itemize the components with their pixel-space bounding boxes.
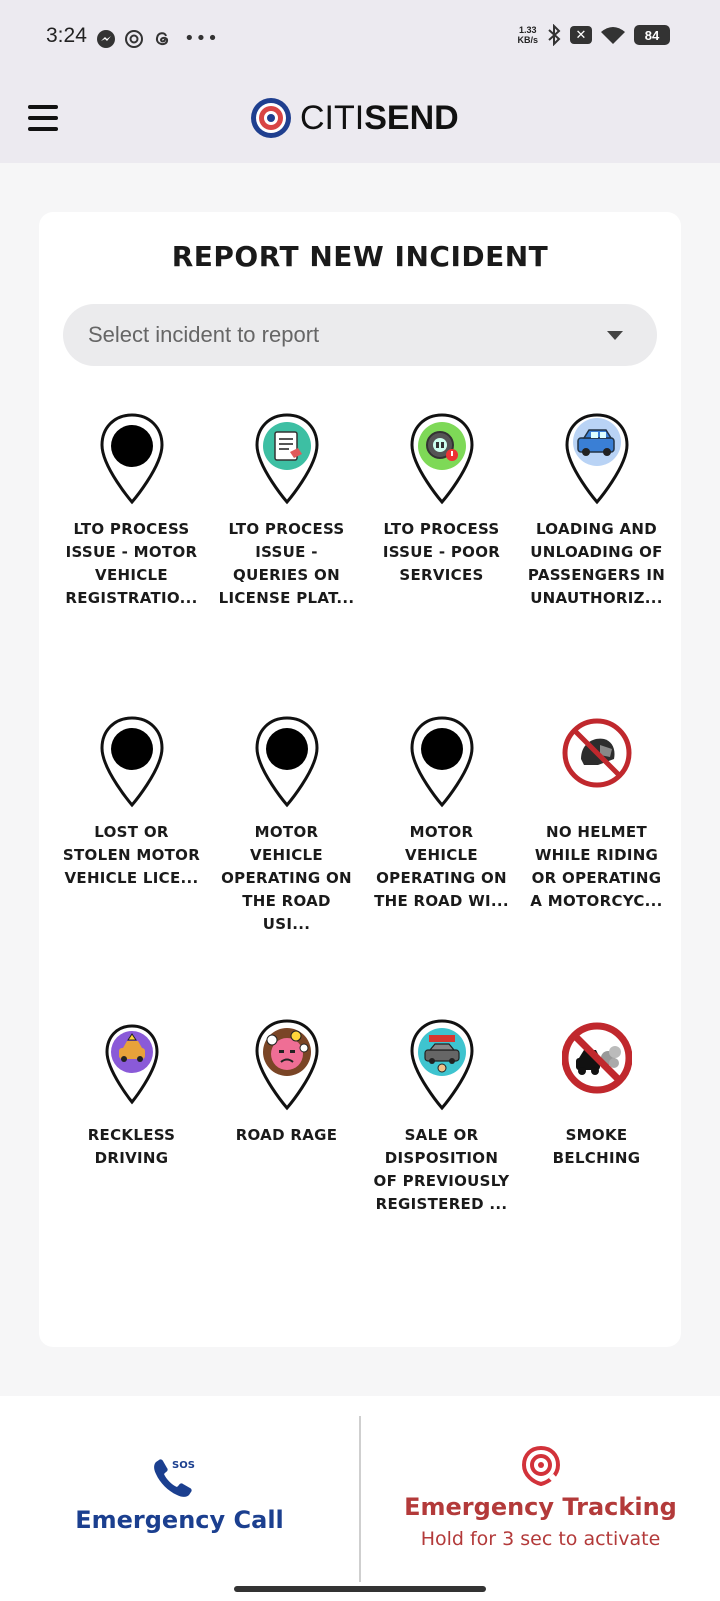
sos-badge: SOS <box>172 1460 195 1471</box>
incident-select[interactable] <box>63 304 657 366</box>
incident-item[interactable] <box>519 412 674 715</box>
incident-label: RECKLESS DRIVING <box>87 1126 176 1167</box>
blank-pin-icon <box>97 715 167 811</box>
blank-pin-icon <box>407 715 477 811</box>
more-dots-icon: ••• <box>184 28 219 49</box>
incident-label: LOADING AND UNLOADING OF PASSENGERS IN UNAUTHORIZ... <box>527 520 666 607</box>
status-time: 3:24 <box>46 24 87 47</box>
incident-label: LTO PROCESS ISSUE - QUERIES ON LICENSE PLAT... <box>218 520 355 607</box>
incident-item[interactable] <box>54 715 209 1018</box>
status-bar <box>0 0 720 75</box>
incident-item[interactable] <box>519 715 674 1018</box>
incident-item[interactable] <box>519 1018 674 1321</box>
incident-label: ROAD RAGE <box>235 1126 338 1144</box>
incident-item[interactable] <box>364 715 519 1018</box>
incident-label: SMOKE BELCHING <box>552 1126 641 1167</box>
document-pin-icon <box>252 412 322 508</box>
threads-like-icon <box>124 29 144 49</box>
incident-grid <box>54 412 674 1321</box>
incident-item[interactable] <box>54 1018 209 1321</box>
app-header <box>0 75 720 163</box>
lto-seal-logo <box>250 97 292 139</box>
incident-label: MOTOR VEHICLE OPERATING ON THE ROAD WI... <box>374 823 509 910</box>
angry-face-pin-icon <box>252 1018 322 1114</box>
home-indicator[interactable] <box>234 1586 486 1592</box>
incident-item[interactable] <box>364 1018 519 1321</box>
incident-label: LOST OR STOLEN MOTOR VEHICLE LICE... <box>62 823 201 887</box>
bluetooth-icon <box>546 24 562 46</box>
no-helmet-icon <box>562 715 632 811</box>
emergency-tracking-label: Emergency Tracking <box>404 1493 677 1521</box>
page-title: REPORT NEW INCIDENT <box>171 240 549 273</box>
report-card <box>39 212 681 1347</box>
wifi-icon <box>600 25 626 45</box>
reckless-pin-icon <box>97 1018 167 1114</box>
network-speed <box>517 25 538 45</box>
sale-car-pin-icon <box>407 1018 477 1114</box>
speed-value: 1.33 <box>518 25 537 35</box>
incident-item[interactable] <box>209 412 364 715</box>
emergency-call-label: Emergency Call <box>75 1506 284 1534</box>
no-smoke-icon <box>562 1018 632 1114</box>
incident-label: SALE OR DISPOSITION OF PREVIOUSLY REGISTERED ... <box>373 1126 510 1213</box>
emergency-tracking-button[interactable] <box>361 1396 720 1601</box>
brand <box>250 97 459 139</box>
messenger-icon <box>96 29 116 49</box>
emergency-call-button[interactable] <box>0 1396 359 1601</box>
incident-item[interactable] <box>209 715 364 1018</box>
incident-item[interactable] <box>364 412 519 715</box>
notification-icons <box>96 28 219 49</box>
x-box-icon: ✕ <box>570 26 592 44</box>
blank-pin-icon <box>97 412 167 508</box>
blank-pin-icon <box>252 715 322 811</box>
sos-phone-icon <box>150 1456 196 1500</box>
incident-item[interactable] <box>54 412 209 715</box>
battery-level: 84 <box>644 27 660 43</box>
threads-icon <box>152 29 172 49</box>
emergency-bar <box>0 1396 720 1601</box>
speed-unit: KB/s <box>517 35 538 45</box>
hamburger-menu-icon[interactable] <box>28 105 58 131</box>
incident-label: MOTOR VEHICLE OPERATING ON THE ROAD USI... <box>221 823 352 933</box>
incident-item[interactable] <box>209 1018 364 1321</box>
gear-alert-pin-icon <box>407 412 477 508</box>
incident-label: LTO PROCESS ISSUE - POOR SERVICES <box>382 520 501 584</box>
brand-bold: SEND <box>364 98 459 137</box>
incident-select-placeholder: Select incident to report <box>88 322 320 347</box>
car-pin-icon <box>562 412 632 508</box>
brand-name <box>300 99 459 138</box>
battery-icon <box>634 25 670 45</box>
brand-light: CITI <box>300 98 365 137</box>
location-tracking-icon <box>521 1446 561 1486</box>
emergency-tracking-hint: Hold for 3 sec to activate <box>420 1528 661 1550</box>
chevron-down-icon <box>607 331 623 340</box>
incident-label: NO HELMET WHILE RIDING OR OPERATING A MOTORCYC... <box>530 823 663 910</box>
system-icons <box>517 24 670 46</box>
incident-label: LTO PROCESS ISSUE - MOTOR VEHICLE REGISTRATIO... <box>65 520 198 607</box>
